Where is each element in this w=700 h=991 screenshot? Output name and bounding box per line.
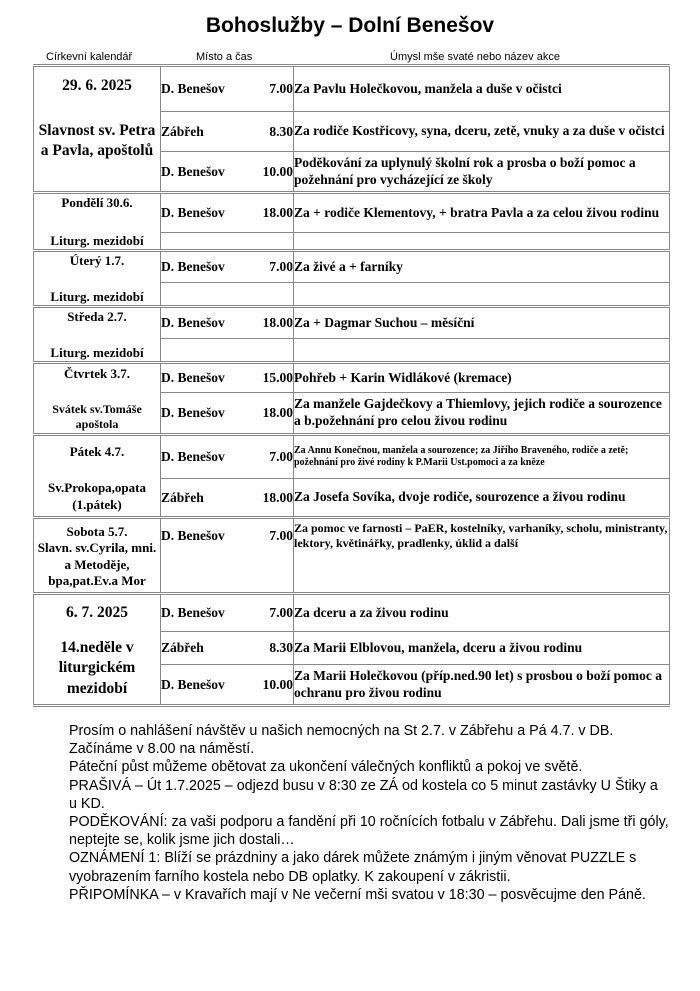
day-feast: 14.neděle v liturgickém mezidobí [58, 639, 136, 697]
mass-intention: Za Marii Holečkovou (příp.ned.90 let) s prosbou o boží pomoc a ochranu pro živou rodinu [294, 665, 670, 706]
mass-intention: Za + Dagmar Suchou – měsíční [294, 307, 670, 339]
mass-place-time [161, 251, 294, 283]
day-cell [34, 363, 161, 435]
mass-place-time [161, 665, 294, 706]
announcement-item: PODĚKOVÁNÍ: za vaši podporu a fandění při 10 ročnících fotbalu v Zábřehu. Dali jsme tři góly, neptejte se, kolik jsme jich dostali… [69, 814, 669, 849]
day-cell [34, 518, 161, 594]
mass-time: 10.00 [262, 163, 293, 179]
mass-intention: Za manžele Gajdečkovy a Thiemlovy, jejich rodiče a sourozence a b.požehnání pro celou živou rodinu [294, 393, 670, 435]
page-title: Bohoslužby – Dolní Benešov [205, 14, 495, 37]
mass-place-time [161, 112, 294, 152]
mass-time: 7.00 [269, 259, 293, 274]
day-feast: Liturg. mezidobí [50, 344, 144, 360]
mass-intention [294, 339, 670, 363]
mass-intention [294, 554, 670, 594]
day-date: Čtvrtek 3.7. [63, 365, 131, 381]
mass-intention: Za dceru a za živou rodinu [294, 594, 670, 632]
mass-place-time [161, 479, 294, 518]
mass-place-time [161, 307, 294, 339]
mass-place: D. Benešov [161, 370, 225, 385]
announcement-item: Páteční půst můžeme obětovat za ukončení válečných konfliktů a pokoj ve světě. [69, 759, 583, 776]
mass-place: D. Benešov [161, 81, 225, 96]
mass-intention: Za pomoc ve farnosti – PaER, kostelníky, varhaníky, scholu, ministranty, lektory, květinářky, pradlenky, úklid a další [294, 518, 670, 554]
mass-place-time [161, 435, 294, 479]
day-cell [34, 594, 161, 706]
day-cell [34, 307, 161, 363]
day-feast: Slavn. sv.Cyrila, mni. a Metoděje, bpa,pat.Ev.a Mor [37, 539, 157, 589]
mass-time: 18.00 [262, 405, 293, 420]
mass-place: Zábřeh [161, 489, 204, 505]
table-row [34, 307, 670, 339]
mass-place: D. Benešov [161, 528, 225, 544]
mass-place-time [161, 632, 294, 665]
day-feast: Slavnost sv. Petra a Pavla, apoštolů [38, 122, 156, 160]
mass-place-time [161, 193, 294, 233]
mass-intention: Pohřeb + Karin Widlákové (kremace) [294, 363, 670, 393]
column-header-place-time: Místo a čas [196, 51, 253, 63]
day-date: Pátek 4.7. [69, 444, 125, 459]
mass-place-time [161, 518, 294, 554]
column-header-calendar: Církevní kalendář [46, 51, 133, 63]
mass-time: 10.00 [262, 676, 293, 692]
day-date: 6. 7. 2025 [66, 604, 128, 622]
mass-time: 7.00 [269, 81, 293, 96]
table-row [34, 66, 670, 112]
day-date: 29. 6. 2025 [62, 77, 132, 94]
mass-place-time [161, 283, 294, 307]
mass-place: D. Benešov [161, 676, 225, 692]
announcements [69, 722, 669, 904]
mass-intention: Za rodiče Kostřicovy, syna, dceru, zetě, vnuky a za duše v očistci [294, 112, 670, 152]
day-date: Sobota 5.7. [66, 523, 128, 539]
mass-place: Zábřeh [161, 640, 204, 655]
table-row [34, 435, 670, 479]
mass-intention: Za živé a + farníky [294, 251, 670, 283]
mass-place: D. Benešov [161, 405, 225, 420]
day-date: Středa 2.7. [67, 308, 127, 324]
day-feast: Svátek sv.Tomáše apoštola [52, 401, 142, 431]
mass-place: D. Benešov [161, 449, 225, 464]
mass-place-time [161, 66, 294, 112]
mass-time: 15.00 [262, 370, 293, 385]
mass-place-time [161, 393, 294, 435]
day-feast: Sv.Prokopa,opata (1.pátek) [47, 480, 146, 513]
mass-time: 8.30 [269, 123, 293, 139]
mass-place-time [161, 152, 294, 193]
announcement-item: PŘIPOMÍNKA – v Kravařích mají v Ne večerní mši svatou v 18:30 – posvěcujme den Páně. [69, 886, 646, 903]
mass-time: 7.00 [269, 605, 293, 620]
mass-schedule-table [33, 64, 670, 707]
table-row [34, 363, 670, 393]
mass-place-time [161, 594, 294, 632]
mass-time: 18.00 [262, 489, 293, 505]
mass-place: Zábřeh [161, 123, 204, 139]
mass-place: D. Benešov [161, 163, 225, 179]
mass-place: D. Benešov [161, 205, 225, 220]
mass-time: 7.00 [269, 528, 293, 544]
day-feast: Liturg. mezidobí [50, 232, 144, 248]
mass-time: 7.00 [269, 449, 293, 464]
mass-intention: Za + rodiče Klementovy, + bratra Pavla a za celou živou rodinu [294, 193, 670, 233]
mass-place-time [161, 363, 294, 393]
mass-place: D. Benešov [161, 605, 225, 620]
mass-place: D. Benešov [161, 259, 225, 274]
mass-intention: Za Pavlu Holečkovou, manžela a duše v očistci [294, 66, 670, 112]
mass-time: 18.00 [262, 315, 293, 330]
mass-time: 8.30 [269, 640, 293, 655]
mass-time: 18.00 [262, 205, 293, 220]
mass-place-time [161, 339, 294, 363]
day-cell [34, 435, 161, 518]
day-date: Pondělí 30.6. [61, 194, 133, 210]
mass-intention: Za Josefa Sovíka, dvoje rodiče, sourozence a živou rodinu [294, 479, 670, 518]
table-row [34, 251, 670, 283]
mass-place: D. Benešov [161, 315, 225, 330]
announcement-item: OZNÁMENÍ 1: Blíží se prázdniny a jako dárek můžete známým i jiným věnovat PUZZLE s vyobrazením farního kostela nebo DB oplatky. K zakoupení v zákristii. [69, 850, 637, 885]
day-cell [34, 193, 161, 251]
day-date: Úterý 1.7. [69, 252, 125, 268]
day-cell [34, 66, 161, 193]
day-feast: Liturg. mezidobí [50, 288, 144, 304]
announcement-item: PRAŠIVÁ – Út 1.7.2025 – odjezd busu v 8:30 ze ZÁ od kostela co 5 minut zastávky U Štiky a u KD. [69, 777, 658, 812]
mass-place-time [161, 554, 294, 594]
table-row [34, 594, 670, 632]
mass-intention: Poděkování za uplynulý školní rok a prosba o boží pomoc a požehnání pro vycházející ze školy [294, 152, 670, 193]
mass-intention [294, 283, 670, 307]
column-header-intention: Úmysl mše svaté nebo název akce [390, 51, 560, 63]
announcement-item: Prosím o nahlášení návštěv u našich nemocných na St 2.7. v Zábřehu a Pá 4.7. v DB. Začínáme v 8.00 na náměstí. [69, 723, 614, 758]
table-row [34, 518, 670, 554]
mass-intention: Za Marii Elblovou, manžela, dceru a živou rodinu [294, 632, 670, 665]
mass-place-time [161, 233, 294, 251]
mass-intention: Za Annu Konečnou, manžela a sourozence; za Jiřího Braveného, rodiče a zetě; požehnání pro živé rodiny k P.Marii Ust.pomoci a za kněze [294, 435, 670, 479]
day-cell [34, 251, 161, 307]
table-row [34, 193, 670, 233]
mass-intention [294, 233, 670, 251]
